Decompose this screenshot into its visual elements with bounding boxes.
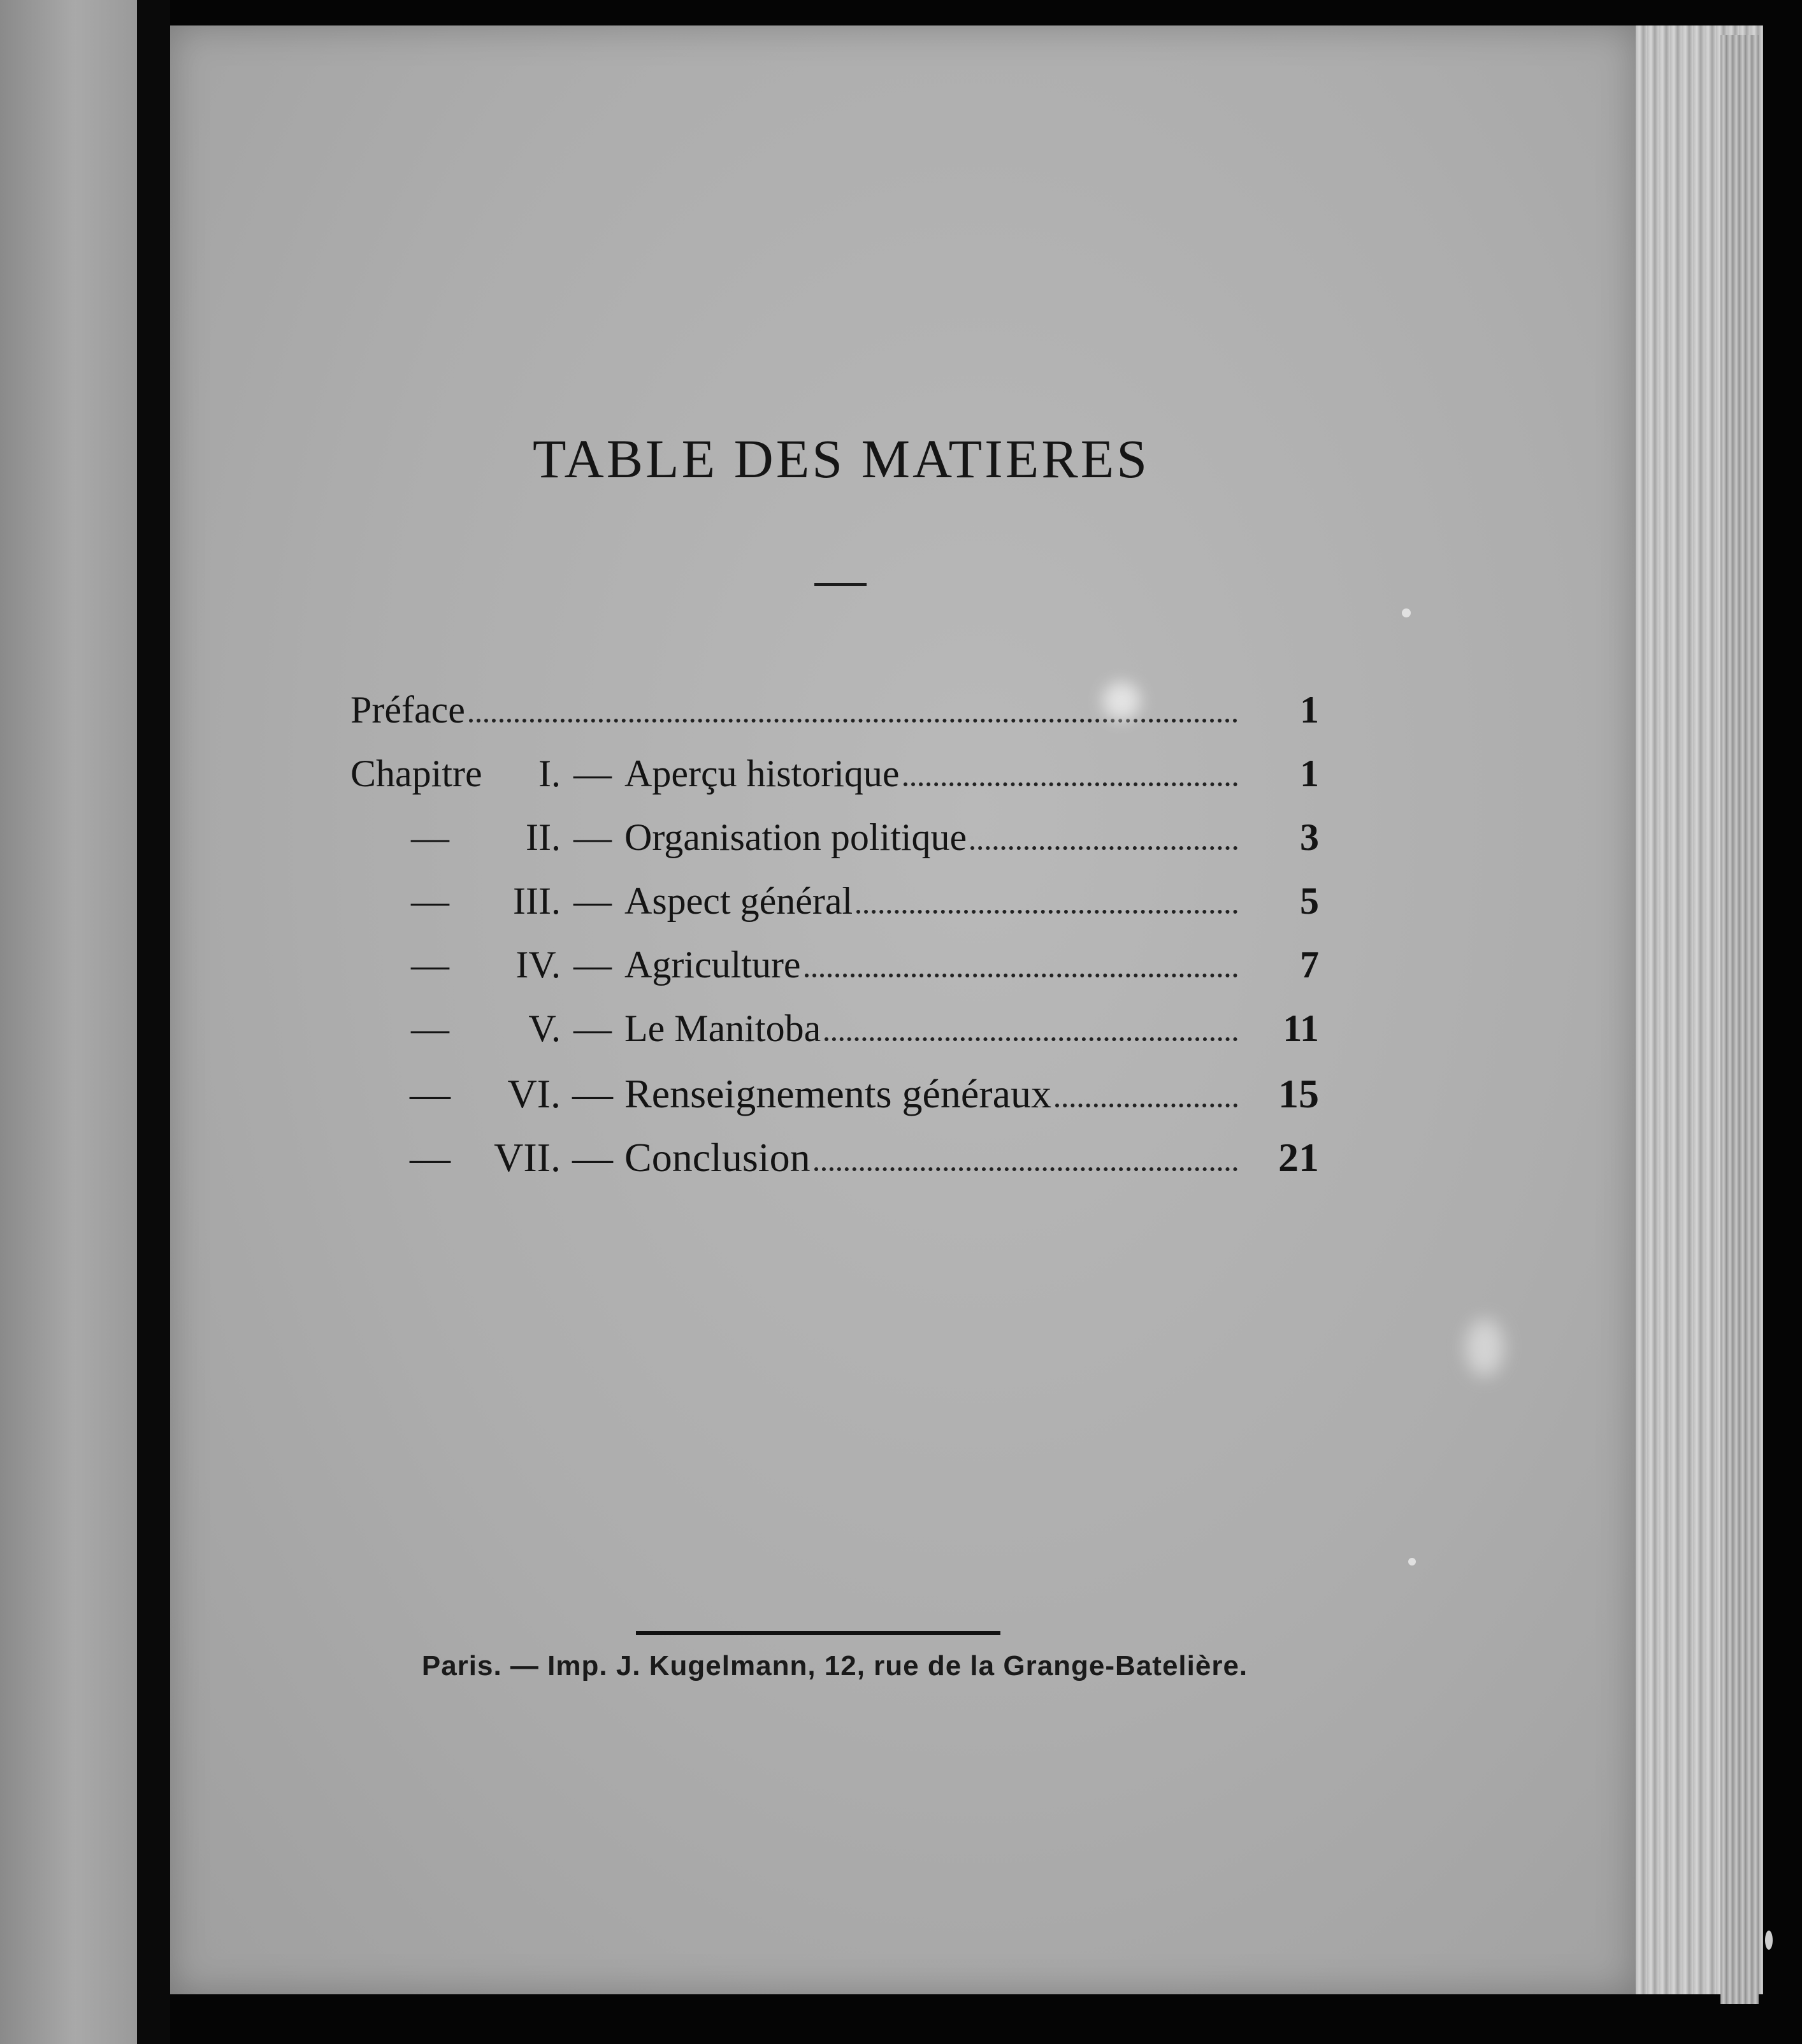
dot-leader	[1055, 1104, 1237, 1107]
chapter-number: VII.	[494, 1135, 561, 1180]
chapter-prefix: —	[411, 880, 449, 922]
page-number: 7	[1300, 944, 1319, 986]
chapter-separator: —	[572, 1135, 613, 1180]
chapter-number: IV.	[515, 944, 561, 986]
chapter-separator: —	[573, 880, 612, 922]
chapter-number: VI.	[507, 1071, 561, 1116]
toc-entry-label	[350, 816, 967, 860]
dot-leader	[970, 846, 1237, 850]
page-number: 1	[1300, 689, 1319, 731]
dot-leader	[814, 1167, 1237, 1171]
chapter-number: II.	[526, 816, 561, 858]
chapter-prefix: —	[410, 1071, 450, 1116]
scan-highlight	[1466, 1319, 1504, 1376]
entry-title: Le Manitoba	[624, 1007, 821, 1049]
toc-entry-label	[350, 752, 900, 796]
scan-speck	[1402, 608, 1411, 617]
book-gutter	[137, 0, 170, 2044]
toc-entry-label	[350, 943, 801, 987]
entry-title: Renseignements généraux	[624, 1071, 1051, 1116]
chapter-number: V.	[528, 1007, 561, 1049]
toc-row-chapter-7	[350, 1134, 1319, 1191]
toc-entry-label	[350, 688, 465, 732]
entry-title: Conclusion	[624, 1135, 811, 1180]
toc-row-chapter-6	[350, 1070, 1319, 1128]
chapter-prefix: —	[411, 816, 449, 858]
toc-row-preface	[350, 688, 1319, 745]
entry-title: Aspect général	[624, 880, 853, 922]
chapter-separator: —	[572, 1071, 613, 1116]
chapter-number: III.	[513, 880, 561, 922]
scan-highlight	[1102, 682, 1141, 720]
chapter-prefix: —	[411, 1007, 449, 1049]
scan-speck	[1408, 1558, 1416, 1565]
page-number: 1	[1300, 752, 1319, 795]
toc-entry-label	[350, 1070, 1051, 1118]
toc-row-chapter-1	[350, 752, 1319, 809]
chapter-prefix: Chapitre	[350, 752, 482, 795]
toc-row-chapter-2	[350, 816, 1319, 873]
chapter-separator: —	[573, 752, 612, 795]
toc-entry-label	[350, 1134, 811, 1181]
chapter-separator: —	[573, 816, 612, 858]
page-block-edges-outer	[1720, 35, 1759, 2004]
toc-row-chapter-4	[350, 943, 1319, 1000]
page-number: 15	[1278, 1071, 1319, 1116]
chapter-prefix: —	[410, 1135, 450, 1180]
page-title: TABLE DES MATIERES	[532, 428, 1150, 489]
dot-leader	[856, 910, 1237, 914]
dot-leader	[805, 974, 1237, 977]
dot-leader	[825, 1037, 1237, 1041]
left-page-edge	[0, 0, 137, 2044]
chapter-number: I.	[538, 752, 561, 795]
imprint-rule	[636, 1631, 1000, 1635]
printer-imprint: Paris. — Imp. J. Kugelmann, 12, rue de la Grange-Batelière.	[421, 1650, 1248, 1681]
entry-title: Préface	[350, 689, 465, 731]
chapter-separator: —	[573, 1007, 612, 1049]
entry-title: Aperçu historique	[624, 752, 900, 795]
toc-row-chapter-5	[350, 1007, 1319, 1064]
chapter-separator: —	[573, 944, 612, 986]
toc-row-chapter-3	[350, 879, 1319, 937]
dot-leader	[904, 782, 1237, 786]
page-number: 5	[1300, 880, 1319, 922]
entry-title: Organisation politique	[624, 816, 967, 858]
scan-speck	[1765, 1931, 1773, 1950]
chapter-prefix: —	[411, 944, 449, 986]
toc-entry-label	[350, 1007, 821, 1051]
entry-title: Agriculture	[624, 944, 801, 986]
page-number: 3	[1300, 816, 1319, 858]
toc-entry-label	[350, 879, 853, 923]
page-number: 21	[1278, 1135, 1319, 1180]
title-rule	[814, 583, 867, 586]
page-number: 11	[1283, 1007, 1319, 1049]
